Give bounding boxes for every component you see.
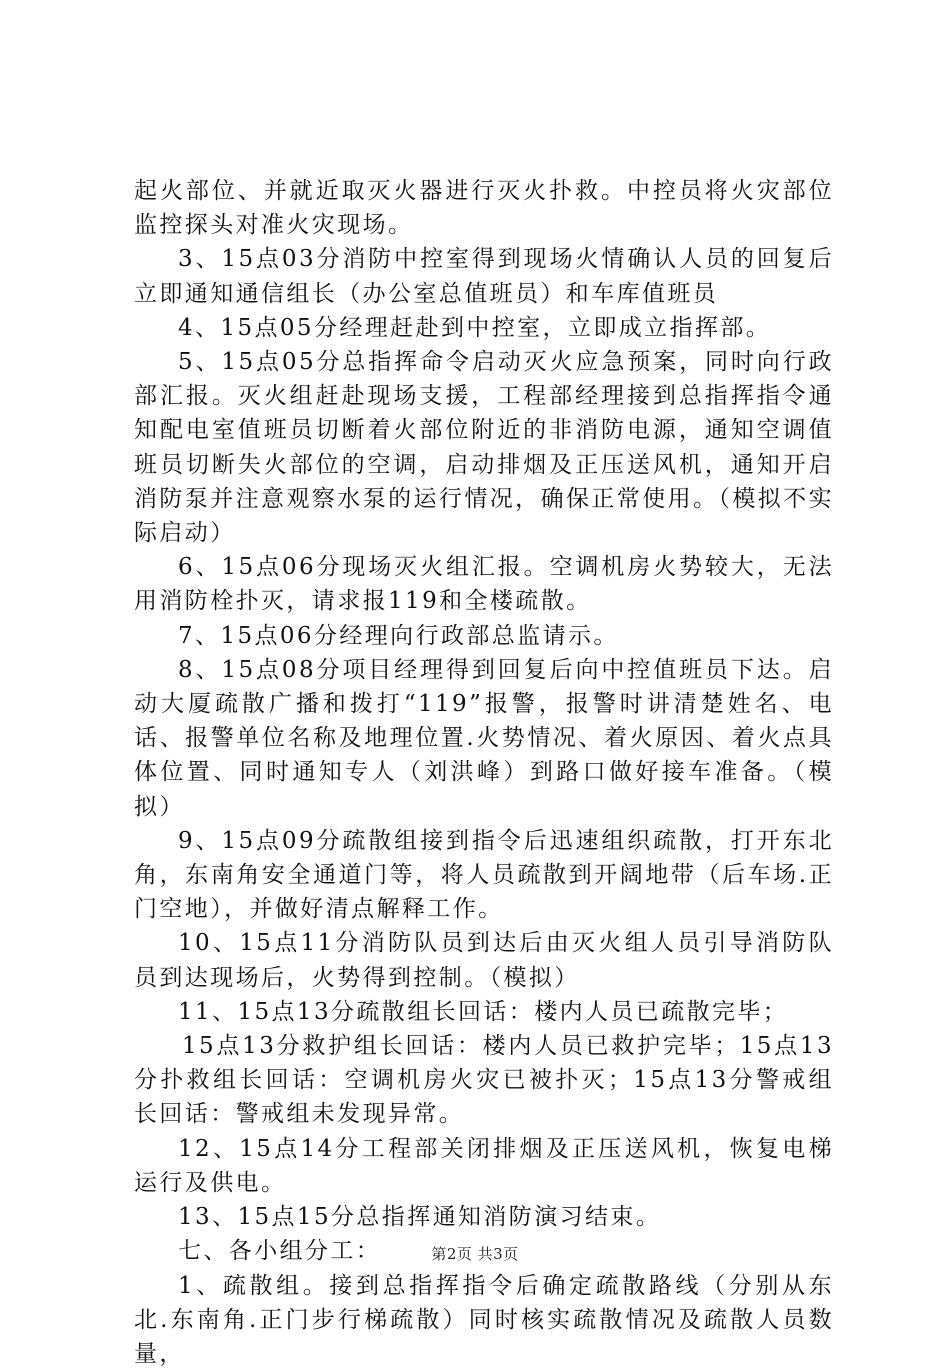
section-heading-7: 七、各小组分工： xyxy=(134,1234,834,1268)
paragraph-continuation: 起火部位、并就近取灭火器进行灭火扑救。中控员将火灾部位监控探头对准火灾现场。 xyxy=(134,174,834,242)
paragraph-step-8: 8、15点08分项目经理得到回复后向中控值班员下达。启动大厦疏散广播和拨打“119”报警，报警时讲清楚姓名、电话、报警单位名称及地理位置.火势情况、着火原因、着火点具体位置、同时通知专人（刘洪峰）到路口做好接车准备。（模拟） xyxy=(134,653,834,824)
paragraph-evacuation-group: 1、疏散组。接到总指挥指令后确定疏散路线（分别从东北.东南角.正门步行梯疏散）同时核实疏散情况及疏散人员数量， xyxy=(134,1269,834,1371)
paragraph-step-11: 11、15点13分疏散组长回话：楼内人员已疏散完毕； xyxy=(134,995,834,1029)
paragraph-step-7: 7、15点06分经理向行政部总监请示。 xyxy=(134,619,834,653)
document-body xyxy=(134,174,834,1371)
paragraph-step-3: 3、15点03分消防中控室得到现场火情确认人员的回复后立即通知通信组长（办公室总值班员）和车库值班员 xyxy=(134,242,834,310)
paragraph-step-10: 10、15点11分消防队员到达后由灭火组人员引导消防队员到达现场后，火势得到控制。（模拟） xyxy=(134,926,834,994)
paragraph-step-9: 9、15点09分疏散组接到指令后迅速组织疏散，打开东北角，东南角安全通道门等，将人员疏散到开阔地带（后车场.正门空地），并做好清点解释工作。 xyxy=(134,824,834,927)
paragraph-step-13: 13、15点15分总指挥通知消防演习结束。 xyxy=(134,1200,834,1234)
paragraph-step-11-continued: 15点13分救护组长回话：楼内人员已救护完毕；15点13分扑救组长回话：空调机房火灾已被扑灭；15点13分警戒组长回话：警戒组未发现异常。 xyxy=(134,1029,834,1132)
paragraph-step-5: 5、15点05分总指挥命令启动灭火应急预案，同时向行政部汇报。灭火组赶赴现场支援，工程部经理接到总指挥指令通知配电室值班员切断着火部位附近的非消防电源，通知空调值班员切断失火部位的空调，启动排烟及正压送风机，通知开启消防泵并注意观察水泵的运行情况，确保正常使用。（模拟不实际启动） xyxy=(134,345,834,550)
page-number-footer: 第2页 共3页 xyxy=(0,1243,950,1264)
paragraph-step-6: 6、15点06分现场灭火组汇报。空调机房火势较大，无法用消防栓扑灭，请求报119和全楼疏散。 xyxy=(134,550,834,618)
paragraph-step-4: 4、15点05分经理赶赴到中控室，立即成立指挥部。 xyxy=(134,311,834,345)
paragraph-step-12: 12、15点14分工程部关闭排烟及正压送风机，恢复电梯运行及供电。 xyxy=(134,1132,834,1200)
